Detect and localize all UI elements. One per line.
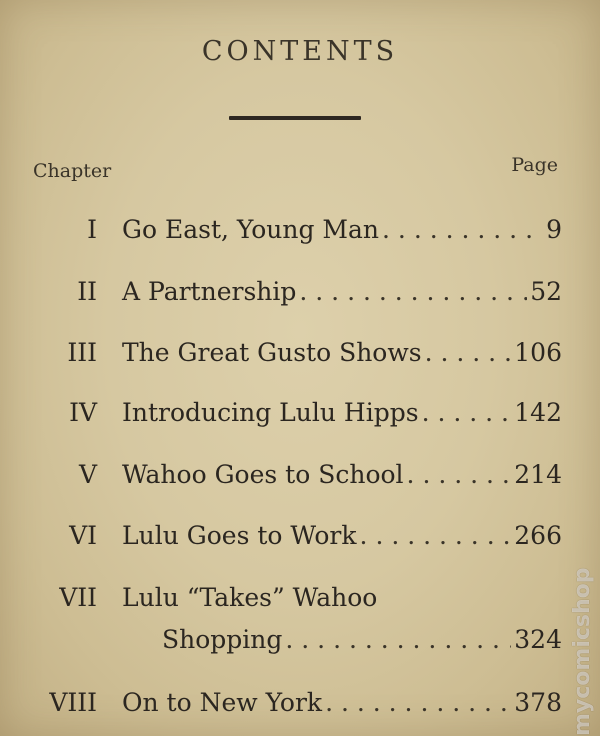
chapter-title: A Partnership <box>122 277 297 306</box>
chapter-line <box>122 688 562 718</box>
chapter-column-header: Chapter <box>33 160 112 182</box>
chapter-title: The Great Gusto Shows <box>122 338 422 367</box>
chapter-numeral: VIII <box>49 688 97 717</box>
chapter-line <box>122 215 562 245</box>
chapter-title-continued: Shopping <box>162 625 283 654</box>
chapter-numeral: I <box>87 215 97 244</box>
chapter-line-continued <box>162 625 562 655</box>
chapter-line <box>122 521 562 551</box>
watermark: mycomicshop <box>570 567 595 736</box>
chapter-title: Wahoo Goes to School <box>122 460 404 489</box>
chapter-title: Lulu “Takes” Wahoo <box>122 583 378 612</box>
chapter-title: Go East, Young Man <box>122 215 380 244</box>
chapter-page-number: 9 <box>546 215 562 244</box>
chapter-line <box>122 338 562 368</box>
chapter-page-number: 106 <box>514 338 562 367</box>
chapter-numeral: III <box>67 338 97 367</box>
dot-leader <box>285 625 511 655</box>
chapter-title: On to New York <box>122 688 323 717</box>
chapter-page-number: 378 <box>514 688 562 717</box>
chapter-page-number: 266 <box>514 521 562 550</box>
chapter-line <box>122 398 562 428</box>
dot-leader <box>422 398 512 428</box>
title-rule <box>229 116 361 120</box>
dot-leader <box>360 521 512 551</box>
chapter-title: Lulu Goes to Work <box>122 521 357 550</box>
chapter-page-number: 324 <box>514 625 562 654</box>
chapter-numeral: V <box>78 460 97 489</box>
dot-leader <box>325 688 511 718</box>
chapter-numeral: VII <box>59 583 97 612</box>
chapter-title: Introducing Lulu Hipps <box>122 398 419 427</box>
chapter-numeral: IV <box>69 398 97 427</box>
dot-leader <box>407 460 512 490</box>
page-column-header: Page <box>511 154 558 176</box>
chapter-line <box>122 277 562 307</box>
chapter-page-number: 142 <box>514 398 562 427</box>
dot-leader <box>382 215 543 245</box>
chapter-page-number: 52 <box>530 277 562 306</box>
chapter-line <box>122 583 562 613</box>
chapter-line <box>122 460 562 490</box>
page-title: CONTENTS <box>201 36 399 67</box>
chapter-numeral: VI <box>69 521 97 550</box>
dot-leader <box>299 277 527 307</box>
dot-leader <box>425 338 512 368</box>
chapter-page-number: 214 <box>514 460 562 489</box>
chapter-numeral: II <box>77 277 97 306</box>
